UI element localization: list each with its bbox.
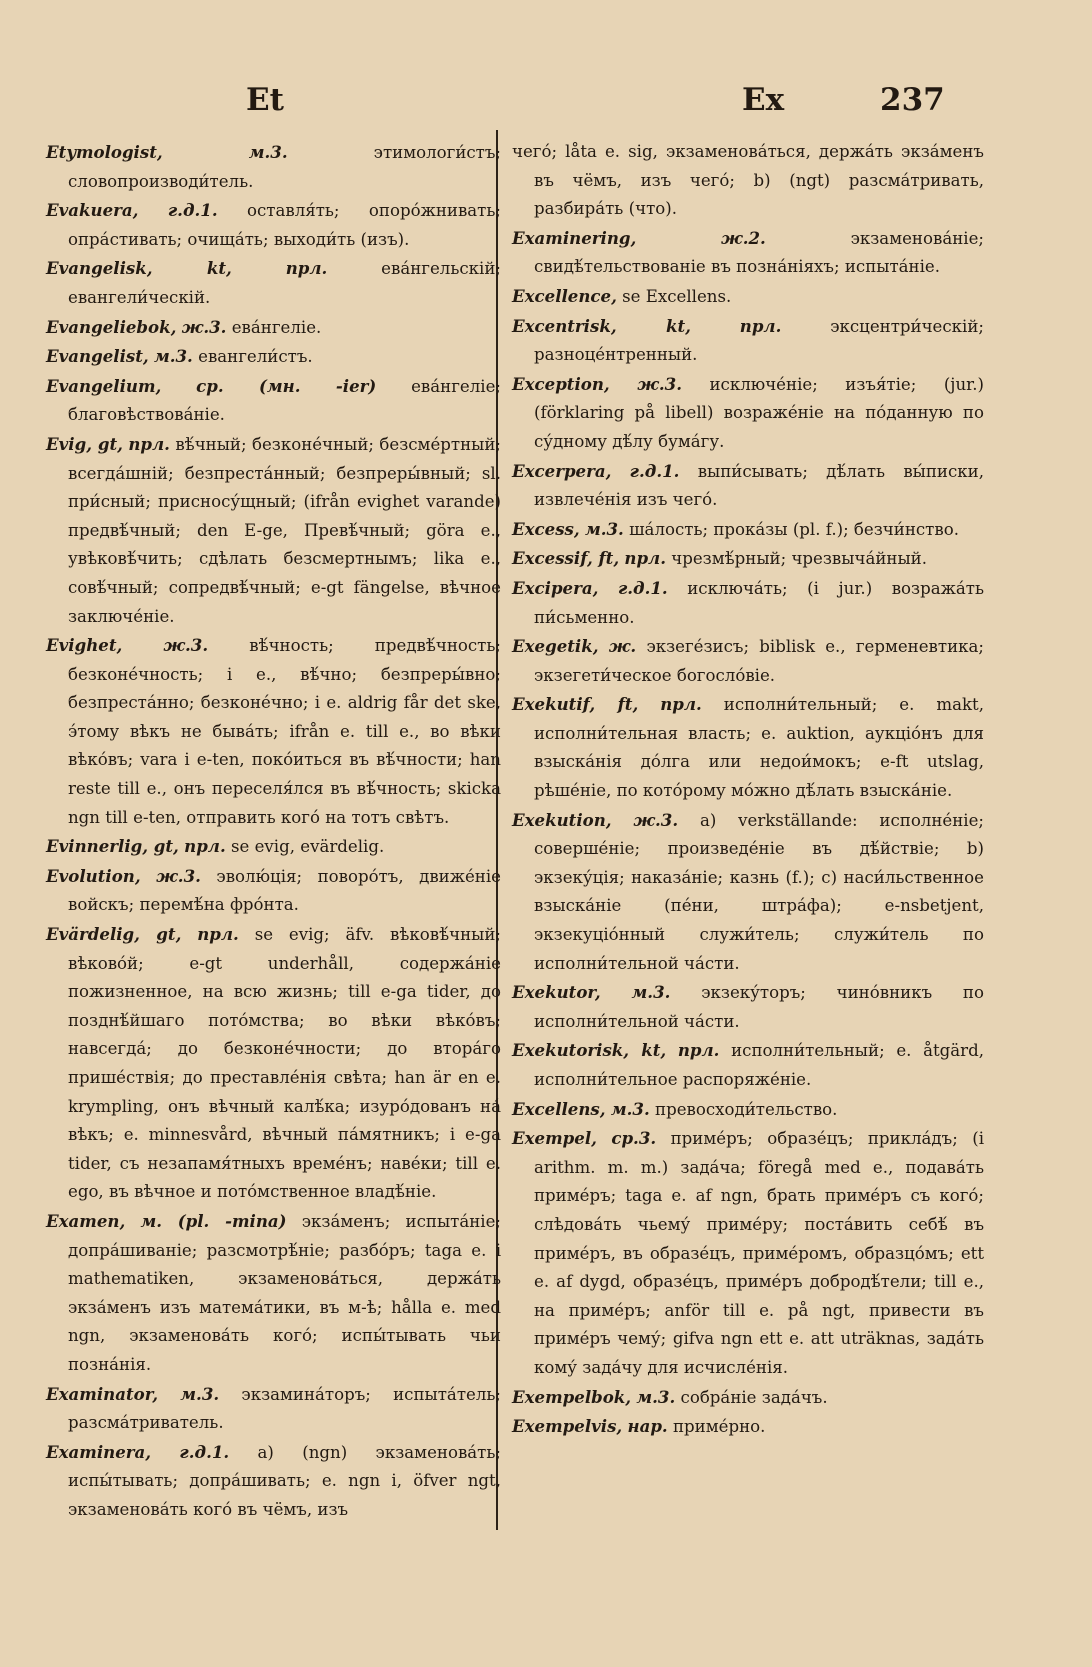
entry-grammar: прл.: [660, 694, 702, 715]
entry-definition: выпи́сывать; дѣ́лать вы́писки, извлече́нія изъ чего́.: [534, 461, 984, 510]
entry-definition: чрезмѣ́рный; чрезвыча́йный.: [671, 549, 927, 569]
entry-grammar: ср. (мн. -ier): [196, 375, 377, 396]
entry-grammar: ж.3.: [181, 316, 227, 337]
dictionary-entry: [46, 1207, 501, 1380]
entry-headword: Evangelium,: [46, 375, 162, 396]
dictionary-entry: [512, 1412, 984, 1442]
entry-definition: превосходи́тельство.: [655, 1099, 838, 1119]
dictionary-entry: [512, 806, 984, 979]
entry-grammar: г.д.1.: [167, 200, 218, 221]
entry-definition: экзеге́зисъ; biblisk e., герменевтика; экзегети́ческое богосло́віе.: [534, 637, 984, 685]
entry-definition: a) verkställande: исполне́ніе; соверше́ніе; произведе́ніе въ дѣ́йствіе; b) экзеку́ція; наказа́ніе; казнь (f.); c) наси́льственное взыска́ніе (пе́ни, штра́фа); e-nsbetjent, экзекуціо́нный служи́тель; служи́тель по исполни́тельной ча́сти.: [534, 810, 985, 973]
entry-definition: a) (ngn) экзаменова́ть; испы́тывать; допра́шивать; e. ngn i, öfver ngt, экзаменова́ть кого́ въ чёмъ, изъ: [68, 1442, 501, 1519]
entry-definition: собра́ніе зада́чъ.: [680, 1387, 828, 1407]
entry-definition: эксцентри́ческій; разноце́нтренный.: [534, 316, 984, 365]
dictionary-entry: [512, 1124, 984, 1382]
entry-grammar: г.д.1.: [617, 577, 668, 598]
dictionary-entry: [46, 313, 501, 343]
entry-definition: экзамина́торъ; испыта́тель; разсма́триватель.: [68, 1384, 501, 1433]
entry-grammar: м.3.: [153, 346, 193, 367]
entry-grammar: прл.: [624, 548, 666, 569]
dictionary-entry: [46, 832, 501, 862]
dictionary-entry: [46, 254, 501, 312]
entry-grammar: прл.: [739, 315, 782, 336]
dictionary-entry: [512, 370, 984, 457]
dictionary-entry: [512, 515, 984, 545]
entry-definition: исполни́тельный; e. makt, исполни́тельная власть; e. auktion, аукціо́нъ для взыска́нія до́лга или недои́мокъ; e-ft utslag, рѣше́ніе, по кото́рому мо́жно дѣ́лать взыска́ніе.: [534, 695, 984, 801]
dictionary-entry: [512, 690, 984, 805]
entry-headword: Evig, gt,: [46, 433, 123, 454]
left-column: [46, 138, 501, 1525]
dictionary-entry: [512, 1036, 984, 1094]
dictionary-entry: [512, 978, 984, 1036]
entry-headword: Excentrisk, kt,: [512, 315, 691, 336]
entry-definition: оставля́ть; опоро́жнивать; опра́стивать; очища́ть; выходи́ть (изъ).: [68, 201, 501, 249]
entry-definition: евангели́стъ.: [198, 347, 313, 367]
entry-grammar: м.3.: [610, 1098, 650, 1119]
dictionary-entry: [46, 920, 501, 1207]
dictionary-entry: [512, 224, 984, 282]
dictionary-entry: [46, 342, 501, 372]
entry-headword: Excellence,: [512, 285, 617, 306]
dictionary-entry: [46, 862, 501, 920]
entry-definition: вѣ́чность; предвѣ́чность; безконе́чность; i e., вѣ́чно; безпреры́вно; безпреста́нно; безконе́чно; i e. aldrig får det ske, э́тому вѣкъ не быва́ть; ifrån e. till e., во вѣки вѣко́въ; vara i e-ten, поко́иться въ вѣ́чности; han reste till e., онъ переселя́лся въ вѣ́чность; skicka ngn till e-ten, отправить кого́ на тотъ свѣтъ.: [68, 636, 501, 827]
entry-headword: Evangelisk, kt,: [46, 258, 232, 279]
right-column: [512, 138, 984, 1442]
entry-grammar: прл.: [197, 924, 239, 945]
running-head-right: Ex: [742, 82, 785, 118]
entry-headword: Exempelvis,: [512, 1416, 623, 1437]
entry-definition: экзеку́торъ; чино́вникъ по исполни́тельной ча́сти.: [534, 983, 984, 1031]
entry-grammar: ж.2.: [721, 227, 766, 248]
entry-definition: ева́нгельскій; евангели́ческій.: [68, 259, 501, 307]
entry-definition: эволю́ція; поворо́тъ, движе́ніе войскъ; перемѣ́на фро́нта.: [68, 866, 501, 915]
entry-headword: Exempel,: [512, 1128, 597, 1149]
entry-grammar: ж.3.: [633, 809, 679, 830]
dictionary-entry: [512, 1095, 984, 1125]
dictionary-entry: [46, 372, 501, 430]
entry-headword: Evärdelig, gt,: [46, 924, 182, 945]
entry-headword: Excessif, ft,: [512, 548, 620, 569]
entry-headword: Exekution,: [512, 809, 612, 830]
entry-grammar: ж.3.: [156, 865, 201, 886]
entry-definition: исполни́тельный; e. åtgärd, исполни́тельное распоряже́ніе.: [534, 1041, 984, 1089]
entry-headword: Evangelist,: [46, 346, 149, 367]
entry-definition: вѣ́чный; безконе́чный; безсме́ртный; всегда́шній; безпреста́нный; безпреры́вный; sl. при́сный; присносу́щный; (ifrån evighet varande) предвѣ́чный; den E-ge, Превѣ́чный; göra e., увѣковѣ́чить; сдѣлать безсмертнымъ; lika e., совѣ́чный; сопредвѣ́чный; e-gt fängelse, вѣчное заключе́ніе.: [68, 434, 501, 626]
entry-definition: чего́; låta e. sig, экзаменова́ться, держа́ть экза́менъ въ чёмъ, изъ чего́; b) (ngt) разсма́тривать, разбира́ть (что).: [512, 142, 984, 219]
dictionary-entry: [512, 574, 984, 632]
entry-headword: Evakuera,: [46, 200, 139, 221]
dictionary-entry: [46, 1380, 501, 1438]
entry-headword: Examinering,: [512, 227, 637, 248]
entry-definition: se evig, evärdelig.: [231, 837, 385, 857]
dictionary-entry: [512, 282, 984, 312]
entry-definition: исключа́ть; (i jur.) возража́ть пи́сьменно.: [534, 578, 984, 627]
entry-headword: Exempelbok,: [512, 1386, 632, 1407]
entry-definition: ева́нгеліе.: [231, 317, 322, 337]
dictionary-entry: [46, 1438, 501, 1525]
entry-grammar: нар.: [627, 1416, 668, 1437]
entry-headword: Excess,: [512, 518, 580, 539]
dictionary-entry: [46, 631, 501, 832]
entry-definition: se evig; äfv. вѣковѣ́чный; вѣково́й; e-gt underhåll, содержа́ніе пожизненное, на всю жизнь; till e-ga tider, до позднѣ́йшаго пото́мства; во вѣки вѣко́въ; навсегда́; до безконе́чности; до втора́го прише́ствія; до преставле́нія свѣта; han är en e. krympling, онъ вѣчный калѣ́ка; изуро́дованъ на́ вѣкъ; e. minnesvård, вѣчный па́мятникъ; i e-ga tider, съ незапамя́тныхъ време́нъ; наве́ки; till e. ego, въ вѣчное и пото́мственное владѣ́ніе.: [68, 925, 501, 1202]
entry-headword: Examinator,: [46, 1383, 159, 1404]
entry-definition: приме́ръ; образе́цъ; прикла́дъ; (i arithm. m. m.) зада́ча; föregå med e., подава́ть приме́ръ; taga e. af ngn, брать приме́ръ съ кого́; слѣдова́ть чьему́ приме́ру; поста́вить себѣ́ въ приме́ръ, въ образе́цъ, приме́ромъ, образцо́мъ; ett e. af dygd, образе́цъ, приме́ръ добродѣ́тели; till e., на приме́ръ; anför till e. på ngt, привести въ приме́ръ чему́; gifva ngn ett e. att uträknas, зада́ть кому́ зада́чу для исчисле́нія.: [534, 1129, 984, 1377]
entry-definition: ша́лость; прока́зы (pl. f.); безчи́нство.: [629, 519, 959, 539]
entry-headword: Exekutor,: [512, 982, 601, 1003]
entry-headword: Evighet,: [46, 635, 123, 656]
dictionary-entry: [512, 312, 984, 370]
dictionary-entry: [512, 138, 984, 224]
dictionary-entry: [46, 196, 501, 254]
dictionary-entry: [512, 1383, 984, 1413]
dictionary-entry: [512, 632, 984, 690]
entry-headword: Exekutorisk, kt,: [512, 1040, 667, 1061]
entry-grammar: м.3.: [584, 518, 624, 539]
entry-headword: Exception,: [512, 373, 610, 394]
entry-grammar: ср.3.: [611, 1128, 657, 1149]
entry-headword: Exegetik,: [512, 636, 599, 657]
entry-grammar: м.3.: [636, 1386, 676, 1407]
entry-headword: Evangeliebok,: [46, 316, 177, 337]
entry-grammar: ж.3.: [637, 373, 682, 394]
entry-grammar: г.д.1.: [629, 460, 680, 481]
entry-headword: Etymologist,: [46, 142, 163, 162]
dictionary-entry: [46, 430, 501, 631]
running-head-left: Et: [246, 82, 284, 118]
entry-definition: экзаменова́ніе; свидѣ́тельствованіе въ позна́ніяхъ; испыта́ніе.: [534, 228, 984, 277]
entry-headword: Evinnerlig, gt,: [46, 836, 179, 857]
entry-definition: приме́рно.: [672, 1417, 766, 1437]
entry-grammar: прл.: [128, 433, 170, 454]
entry-grammar: прл.: [285, 258, 328, 279]
entry-grammar: м. (pl. -mina): [140, 1210, 287, 1231]
page-number: 237: [880, 82, 945, 118]
entry-headword: Evolution,: [46, 865, 141, 886]
entry-headword: Excipera,: [512, 577, 599, 598]
entry-headword: Excerpera,: [512, 460, 612, 481]
dictionary-entry: [46, 138, 501, 196]
entry-definition: экза́менъ; испыта́ніе; допра́шиваніе; разсмотрѣ́ніе; разбо́ръ; taga e. i mathematiken, экзаменова́ться, держа́ть экза́менъ изъ матема́тики, въ м-ѣ; hålla e. med ngn, экзаменова́ть кого́; испы́тывать чьи позна́нія.: [68, 1211, 502, 1374]
entry-headword: Exekutif, ft,: [512, 694, 639, 715]
dictionary-entry: [512, 544, 984, 574]
entry-grammar: м.3.: [180, 1383, 220, 1404]
entry-grammar: прл.: [184, 836, 226, 857]
entry-grammar: м.3.: [248, 142, 288, 162]
entry-headword: Excellens,: [512, 1098, 606, 1119]
entry-grammar: г.д.1.: [179, 1441, 230, 1462]
entry-definition: ева́нгеліе; благовѣствова́ніе.: [68, 376, 501, 425]
entry-grammar: прл.: [677, 1040, 720, 1061]
entry-grammar: м.3.: [631, 982, 671, 1003]
dictionary-entry: [512, 457, 984, 515]
entry-grammar: ж.3.: [163, 635, 209, 656]
entry-grammar: ж.: [608, 636, 637, 657]
entry-definition: исключе́ніе; изъя́тіе; (jur.) (förklaring på libell) возраже́ніе на по́данную по су́дному дѣ́лу бума́гу.: [534, 374, 984, 451]
entry-definition: этимологи́стъ; словопроизводи́тель.: [68, 143, 502, 191]
entry-definition: se Excellens.: [622, 286, 732, 306]
entry-headword: Examen,: [46, 1210, 126, 1231]
entry-headword: Examinera,: [46, 1441, 152, 1462]
